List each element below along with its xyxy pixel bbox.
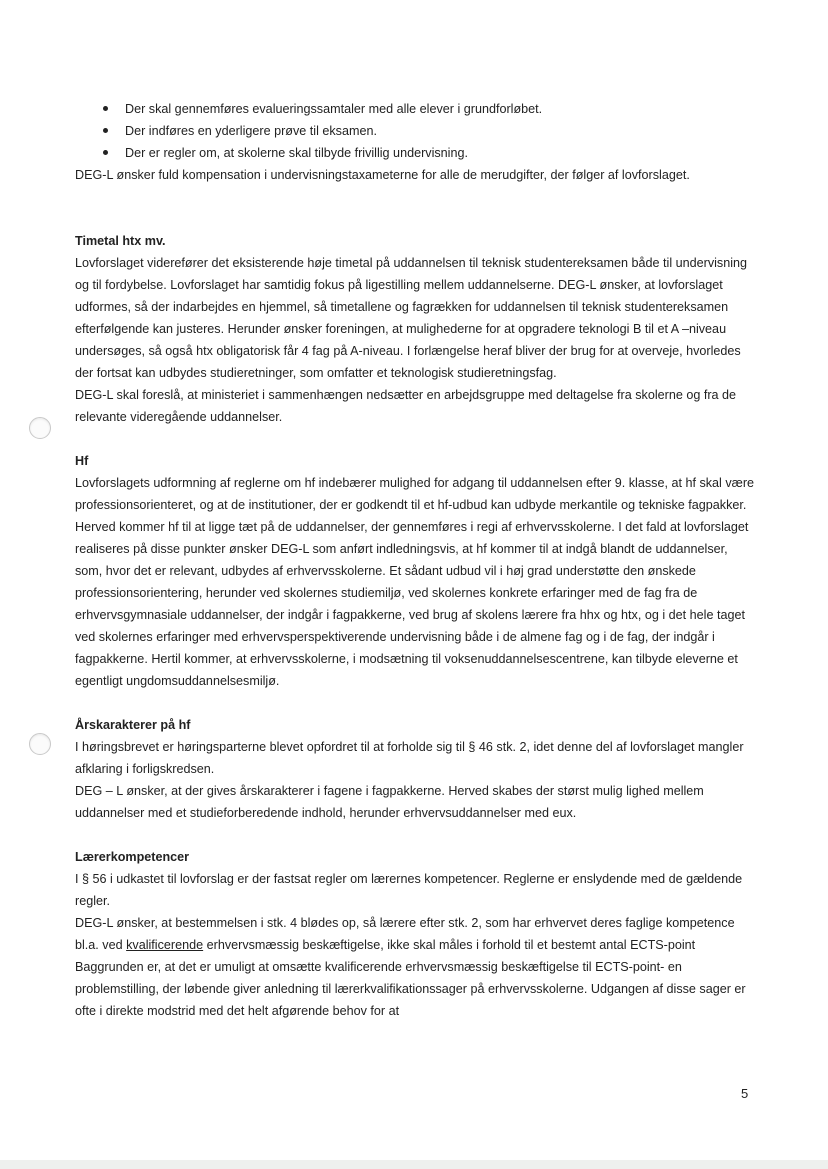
list-item: Der skal gennemføres evalueringssamtaler med alle elever i grundforløbet. xyxy=(75,98,755,120)
laererkompetencer-paragraph-1: I § 56 i udkastet til lovforslag er der fastsat regler om lærernes kompetencer. Reglerne er enslydende med de gældende regler. xyxy=(75,872,743,908)
aarskarakterer-paragraph-2: DEG – L ønsker, at der gives årskarakterer i fagene i fagpakkerne. Herved skabes der størst mulig lighed mellem uddannelser med et studieforberedende indhold, herunder erhvervsuddannelser med eux. xyxy=(75,784,704,820)
list-item: Der indføres en yderligere prøve til eksamen. xyxy=(75,120,755,142)
laererkompetencer-paragraph-2 xyxy=(75,912,755,1022)
underlined-word: kvalificerende xyxy=(126,938,204,952)
page-number: 5 xyxy=(741,1086,749,1101)
page-content xyxy=(75,98,755,1022)
timetal-paragraph-2: DEG-L skal foreslå, at ministeriet i sammenhængen nedsætter en arbejdsgruppe med deltagelse fra skolerne og fra de relevante videregående uddannelser. xyxy=(75,388,737,424)
scan-edge xyxy=(0,1160,828,1169)
section-heading-timetal: Timetal htx mv. xyxy=(75,234,166,248)
intro-paragraph: DEG-L ønsker fuld kompensation i undervisningstaxameterne for alle de merudgifter, der følger af lovforslaget. xyxy=(75,168,690,182)
paragraph-text: DEG-L ønsker, at bestemmelsen i stk. 4 blødes op, så lærere efter stk. 2, som har erhvervet deres faglige kompetence bl.a. ved xyxy=(75,916,735,952)
timetal-paragraph-1: Lovforslaget viderefører det eksisterende høje timetal på uddannelsen til teknisk studentereksamen både til undervisning og til fordybelse. Lovforslaget har samtidig fokus på ligestilling mellem uddannelserne. DEG-L ønsker, at lovforslaget udformes, så der indarbejdes en hjemmel, så timetallene og fagrækken for uddannelsen til teknisk studentereksamen efterfølgende kan justeres. Herunder ønsker foreningen, at mulighederne for at opgradere teknologi B til et A –niveau undersøges, så også htx obligatorisk får 4 fag på A-niveau. I forlængelse heraf bliver der brug for at overveje, hvorledes der fortsat kan udbydes studieretninger, som omfatter et teknologisk studieretningsfag. xyxy=(75,256,748,380)
list-item: Der er regler om, at skolerne skal tilbyde frivillig undervisning. xyxy=(75,142,755,164)
bullet-list xyxy=(75,98,755,164)
section-heading-hf: Hf xyxy=(75,454,89,468)
punch-hole-mark xyxy=(29,417,51,439)
punch-hole-mark xyxy=(29,733,51,755)
section-heading-laererkompetencer: Lærerkompetencer xyxy=(75,850,190,864)
hf-paragraph: Lovforslagets udformning af reglerne om hf indebærer mulighed for adgang til uddannelsen efter 9. klasse, at hf skal være professionsorienteret, og at de institutioner, der er godkendt til et hf-udbud kan udbyde merkantile og tekniske fagpakker. Herved kommer hf til at ligge tæt på de uddannelser, der gennemføres i regi af erhvervsskolerne. I det fald at lovforslaget realiseres på disse punkter ønsker DEG-L som anført indledningsvis, at hf kommer til at indgå blandt de uddannelser, som, hvor det er relevant, udbydes af erhvervsskolerne. Et sådant udbud vil i høj grad understøtte den ønskede professionsorientering, herunder ved skolernes studiemiljø, ved skolernes konkrete erfaringer med de fag fra de erhvervsgymnasiale uddannelser, der indgår i fagpakkerne, ved brug af skolens lærere fra hhx og htx, og i det hele taget ved skolernes erfaringer med erhvervsperspektiverende undervisning både i de almene fag og i de fag, der indgår i fagpakkerne. Hertil kommer, at erhvervsskolerne, i modsætning til voksenuddannelsescentrene, kan tilbyde eleverne et egentligt ungdomsuddannelsesmiljø. xyxy=(75,476,755,688)
aarskarakterer-paragraph-1: I høringsbrevet er høringsparterne blevet opfordret til at forholde sig til § 46 stk. 2, idet denne del af lovforslaget mangler afklaring i forligskredsen. xyxy=(75,740,744,776)
section-heading-aarskarakterer: Årskarakterer på hf xyxy=(75,718,191,732)
paragraph-text: erhvervsmæssig beskæftigelse, ikke skal måles i forhold til et bestemt antal ECTS-point Baggrunden er, at det er umuligt at omsætte kvalificerende erhvervsmæssig beskæftigelse til ECTS-point- en problemstilling, der løbende giver anledning til lærerkvalifikationssager på erhvervsskolerne. Udgangen af disse sager er ofte i direkte modstrid med det helt afgørende behov for at xyxy=(75,938,746,1018)
